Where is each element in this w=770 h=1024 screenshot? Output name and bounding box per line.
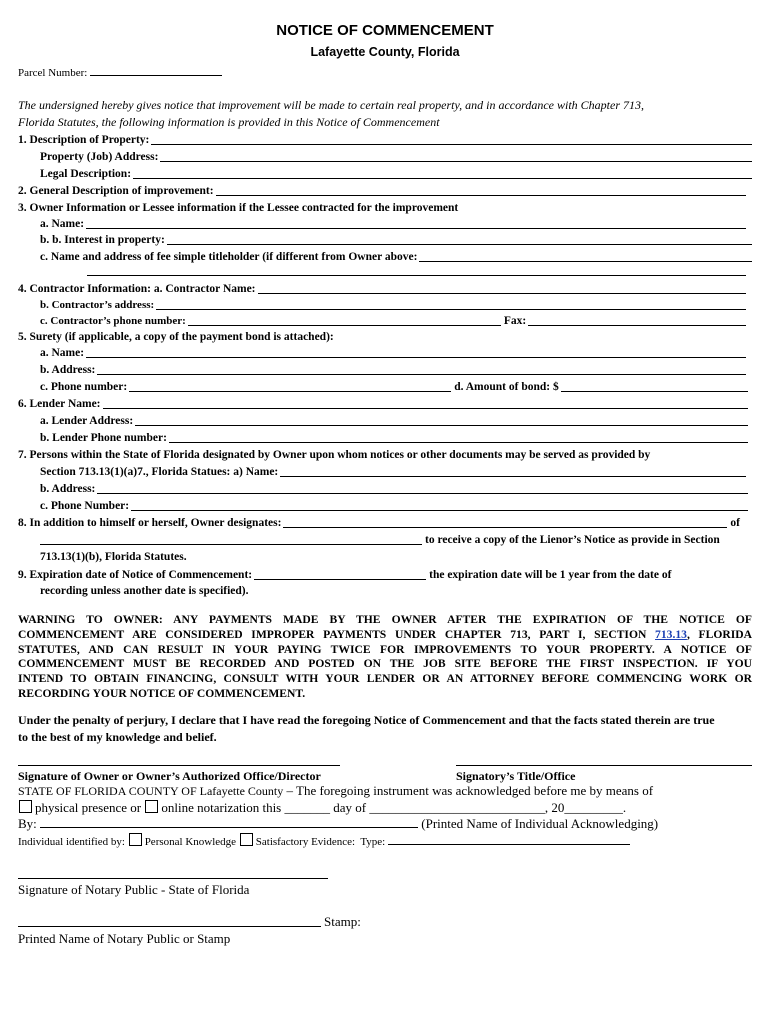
property-address-label: Property (Job) Address: [40, 151, 159, 163]
acknowledging-name-field[interactable] [40, 816, 418, 828]
satisfactory-evidence-checkbox[interactable] [240, 833, 253, 846]
lienor-notice-field[interactable] [40, 533, 422, 545]
item-expiration-note [40, 582, 740, 598]
owner-information-label: 3. Owner Information or Lessee information if the Lessee contracted for the improvement [18, 202, 459, 214]
lender-phone-field[interactable] [169, 431, 748, 443]
warning-line-6: RECORDING YOUR NOTICE OF COMMENCEMENT. [18, 686, 306, 700]
contractor-address-label: b. Contractor’s address: [40, 299, 155, 311]
state-county-text: STATE OF FLORIDA COUNTY OF Lafayette County [18, 784, 284, 798]
surety-address-label: b. Address: [40, 364, 96, 376]
item-owner-information [18, 199, 752, 215]
contractor-address-field[interactable] [156, 298, 746, 310]
amount-of-bond-field[interactable] [561, 380, 748, 392]
designated-name-label: Section 713.13(1)(a)7., Florida Statues: a) Name: [40, 466, 279, 478]
description-of-property-label: 1. Description of Property: [18, 134, 150, 146]
item-owner-name [40, 215, 746, 231]
perjury-line-1: Under the penalty of perjury, I declare that I have read the foregoing Notice of Commencement and that the facts stated therein are true [18, 713, 715, 727]
lender-phone-label: b. Lender Phone number: [40, 432, 167, 444]
surety-label: 5. Surety (if applicable, a copy of the payment bond is attached): [18, 331, 334, 343]
item-lienor-notice [40, 531, 750, 547]
lender-address-label: a. Lender Address: [40, 415, 134, 427]
item-surety [18, 328, 752, 344]
designated-phone-label: c. Phone Number: [40, 500, 130, 512]
general-description-label: 2. General Description of improvement: [18, 185, 214, 197]
interest-in-property-field[interactable] [167, 233, 752, 245]
perjury-line-2: to the best of my knowledge and belief. [18, 730, 217, 744]
item-description-of-property [18, 131, 752, 147]
warning-line-2-tail: , FLORIDA [686, 627, 752, 641]
warning-line-1: WARNING TO OWNER: ANY PAYMENTS MADE BY THE OWNER AFTER THE EXPIRATION OF THE NOTICE OF [18, 613, 752, 626]
personal-knowledge-checkbox[interactable] [129, 833, 142, 846]
item-surety-phone [40, 378, 748, 394]
owner-designates-field[interactable] [283, 516, 727, 528]
owner-signature-field[interactable] [18, 765, 340, 766]
contractor-phone-field[interactable] [188, 314, 501, 326]
item-general-description [18, 182, 746, 198]
property-address-field[interactable] [160, 150, 752, 162]
warning-to-owner [18, 613, 752, 702]
item-lender-phone [40, 429, 748, 445]
stamp-label: Stamp: [324, 914, 361, 929]
expiration-date-note: the expiration date will be 1 year from the date of [429, 569, 672, 581]
statute-reference-label: 713.13(1)(b), Florida Statutes. [40, 551, 187, 563]
signatory-title-field[interactable] [456, 765, 752, 766]
surety-name-field[interactable] [86, 346, 746, 358]
warning-line-5: INTEND TO OBTAIN FINANCING, CONSULT WITH YOUR LENDER OR AN ATTORNEY BEFORE COMMENCING WORK OR [18, 672, 752, 686]
identification-line [18, 833, 630, 850]
page-title: NOTICE OF COMMENCEMENT [276, 22, 494, 39]
item-contractor-address [40, 296, 746, 312]
surety-name-label: a. Name: [40, 347, 85, 359]
expiration-date-label: 9. Expiration date of Notice of Commencement: [18, 569, 253, 581]
surety-address-field[interactable] [97, 363, 746, 375]
lender-name-label: 6. Lender Name: [18, 398, 101, 410]
owner-name-field[interactable] [86, 217, 746, 229]
titleholder-continuation-field[interactable] [87, 275, 746, 276]
printed-name-label: (Printed Name of Individual Acknowledging) [421, 816, 659, 831]
warning-line-2 [18, 628, 752, 643]
online-notarization-checkbox[interactable] [145, 800, 158, 813]
lender-name-field[interactable] [103, 397, 748, 409]
surety-phone-field[interactable] [129, 380, 451, 392]
notary-printed-name-field[interactable] [18, 926, 321, 927]
item-property-address [40, 148, 752, 164]
notary-signature-label: Signature of Notary Public - State of Florida [18, 882, 250, 897]
online-notarization-label: online notarization this _______ day of ___________________________, 20_________. [161, 800, 627, 815]
acknowledging-by-line [18, 816, 658, 832]
owner-designates-label: 8. In addition to himself or herself, Owner designates: [18, 517, 282, 529]
parcel-number-field[interactable] [90, 64, 222, 76]
contractor-phone-label: c. Contractor’s phone number: [40, 315, 186, 327]
notarization-method-line [18, 800, 626, 816]
item-designated-phone [40, 497, 748, 513]
titleholder-field[interactable] [419, 250, 752, 262]
section-713-13-link[interactable]: 713.13 [655, 627, 687, 641]
designated-name-field[interactable] [280, 465, 746, 477]
item-contractor-name [18, 280, 746, 296]
interest-in-property-label: b. b. Interest in property: [40, 234, 165, 246]
item-designated-persons [18, 446, 752, 462]
item-owner-designates [18, 514, 740, 530]
acknowledged-text: – The foregoing instrument was acknowledged before me by means of [283, 783, 654, 798]
item-expiration-date [18, 566, 752, 582]
item-legal-description [40, 165, 752, 181]
intro-line-1: The undersigned hereby gives notice that improvement will be made to certain real property, and in accordance with Chapter 713, [18, 98, 644, 112]
general-description-field[interactable] [216, 184, 746, 196]
legal-description-label: Legal Description: [40, 168, 132, 180]
item-lender-name [18, 395, 748, 411]
lender-address-field[interactable] [135, 414, 748, 426]
evidence-type-field[interactable] [388, 833, 630, 845]
designated-address-label: b. Address: [40, 483, 96, 495]
personal-knowledge-label: Personal Knowledge [144, 836, 237, 848]
titleholder-label: c. Name and address of fee simple titleholder (if different from Owner above: [40, 251, 418, 263]
fax-field[interactable] [528, 314, 746, 326]
warning-line-3: STATUTES, AND CAN RESULT IN YOUR PAYING TWICE FOR IMPROVEMENTS TO YOUR PROPERTY. A NOTICE OF [18, 642, 752, 656]
physical-presence-label: physical presence or [35, 800, 142, 815]
satisfactory-evidence-label: Satisfactory Evidence: Type: [255, 836, 386, 848]
warning-line-2-text: COMMENCEMENT ARE CONSIDERED IMPROPER PAYMENTS UNDER CHAPTER 713, PART I, SECTION [18, 627, 647, 641]
parcel-number-row [18, 64, 222, 81]
notary-printed-name-label: Printed Name of Notary Public or Stamp [18, 931, 231, 946]
item-surety-name [40, 344, 746, 360]
designated-persons-label: 7. Persons within the State of Florida designated by Owner upon whom notices or other documents may be served as provided by [18, 449, 651, 461]
owner-designates-of-label: of [730, 517, 740, 529]
item-designated-name [40, 463, 746, 479]
item-designated-address [40, 480, 748, 496]
county-subtitle: Lafayette County, Florida [310, 45, 460, 59]
state-county-line [18, 783, 653, 799]
expiration-note-label: recording unless another date is specified). [40, 585, 249, 597]
designated-phone-field[interactable] [131, 499, 748, 511]
amount-of-bond-label: d. Amount of bond: $ [454, 381, 559, 393]
owner-name-label: a. Name: [40, 218, 85, 230]
item-contractor-phone [40, 312, 746, 328]
item-statute-reference [40, 548, 740, 564]
legal-description-field[interactable] [133, 167, 752, 179]
parcel-number-label: Parcel Number: [18, 67, 88, 79]
description-of-property-field[interactable] [151, 133, 752, 145]
identified-by-label: Individual identified by: [18, 836, 125, 848]
designated-address-field[interactable] [97, 482, 748, 494]
notary-signature-field[interactable] [18, 878, 328, 879]
expiration-date-field[interactable] [254, 568, 426, 580]
warning-line-4: COMMENCEMENT MUST BE RECORDED AND POSTED ON THE JOB SITE BEFORE THE FIRST INSPECTION. IF YOU [18, 657, 752, 671]
fax-label: Fax: [503, 315, 527, 327]
owner-signature-label: Signature of Owner or Owner’s Authorized Office/Director [18, 769, 321, 783]
physical-presence-checkbox[interactable] [19, 800, 32, 813]
lienor-notice-label: to receive a copy of the Lienor’s Notice as provide in Section [425, 534, 720, 546]
surety-phone-label: c. Phone number: [40, 381, 128, 393]
item-surety-address [40, 361, 746, 377]
signatory-title-label: Signatory’s Title/Office [456, 769, 576, 783]
contractor-name-field[interactable] [258, 282, 746, 294]
intro-line-2: Florida Statutes, the following information is provided in this Notice of Commencement [18, 115, 440, 129]
item-interest-in-property [40, 231, 752, 247]
by-label: By: [18, 816, 37, 831]
item-lender-address [40, 412, 748, 428]
contractor-name-label: 4. Contractor Information: a. Contractor Name: [18, 283, 256, 295]
item-titleholder [40, 248, 752, 264]
